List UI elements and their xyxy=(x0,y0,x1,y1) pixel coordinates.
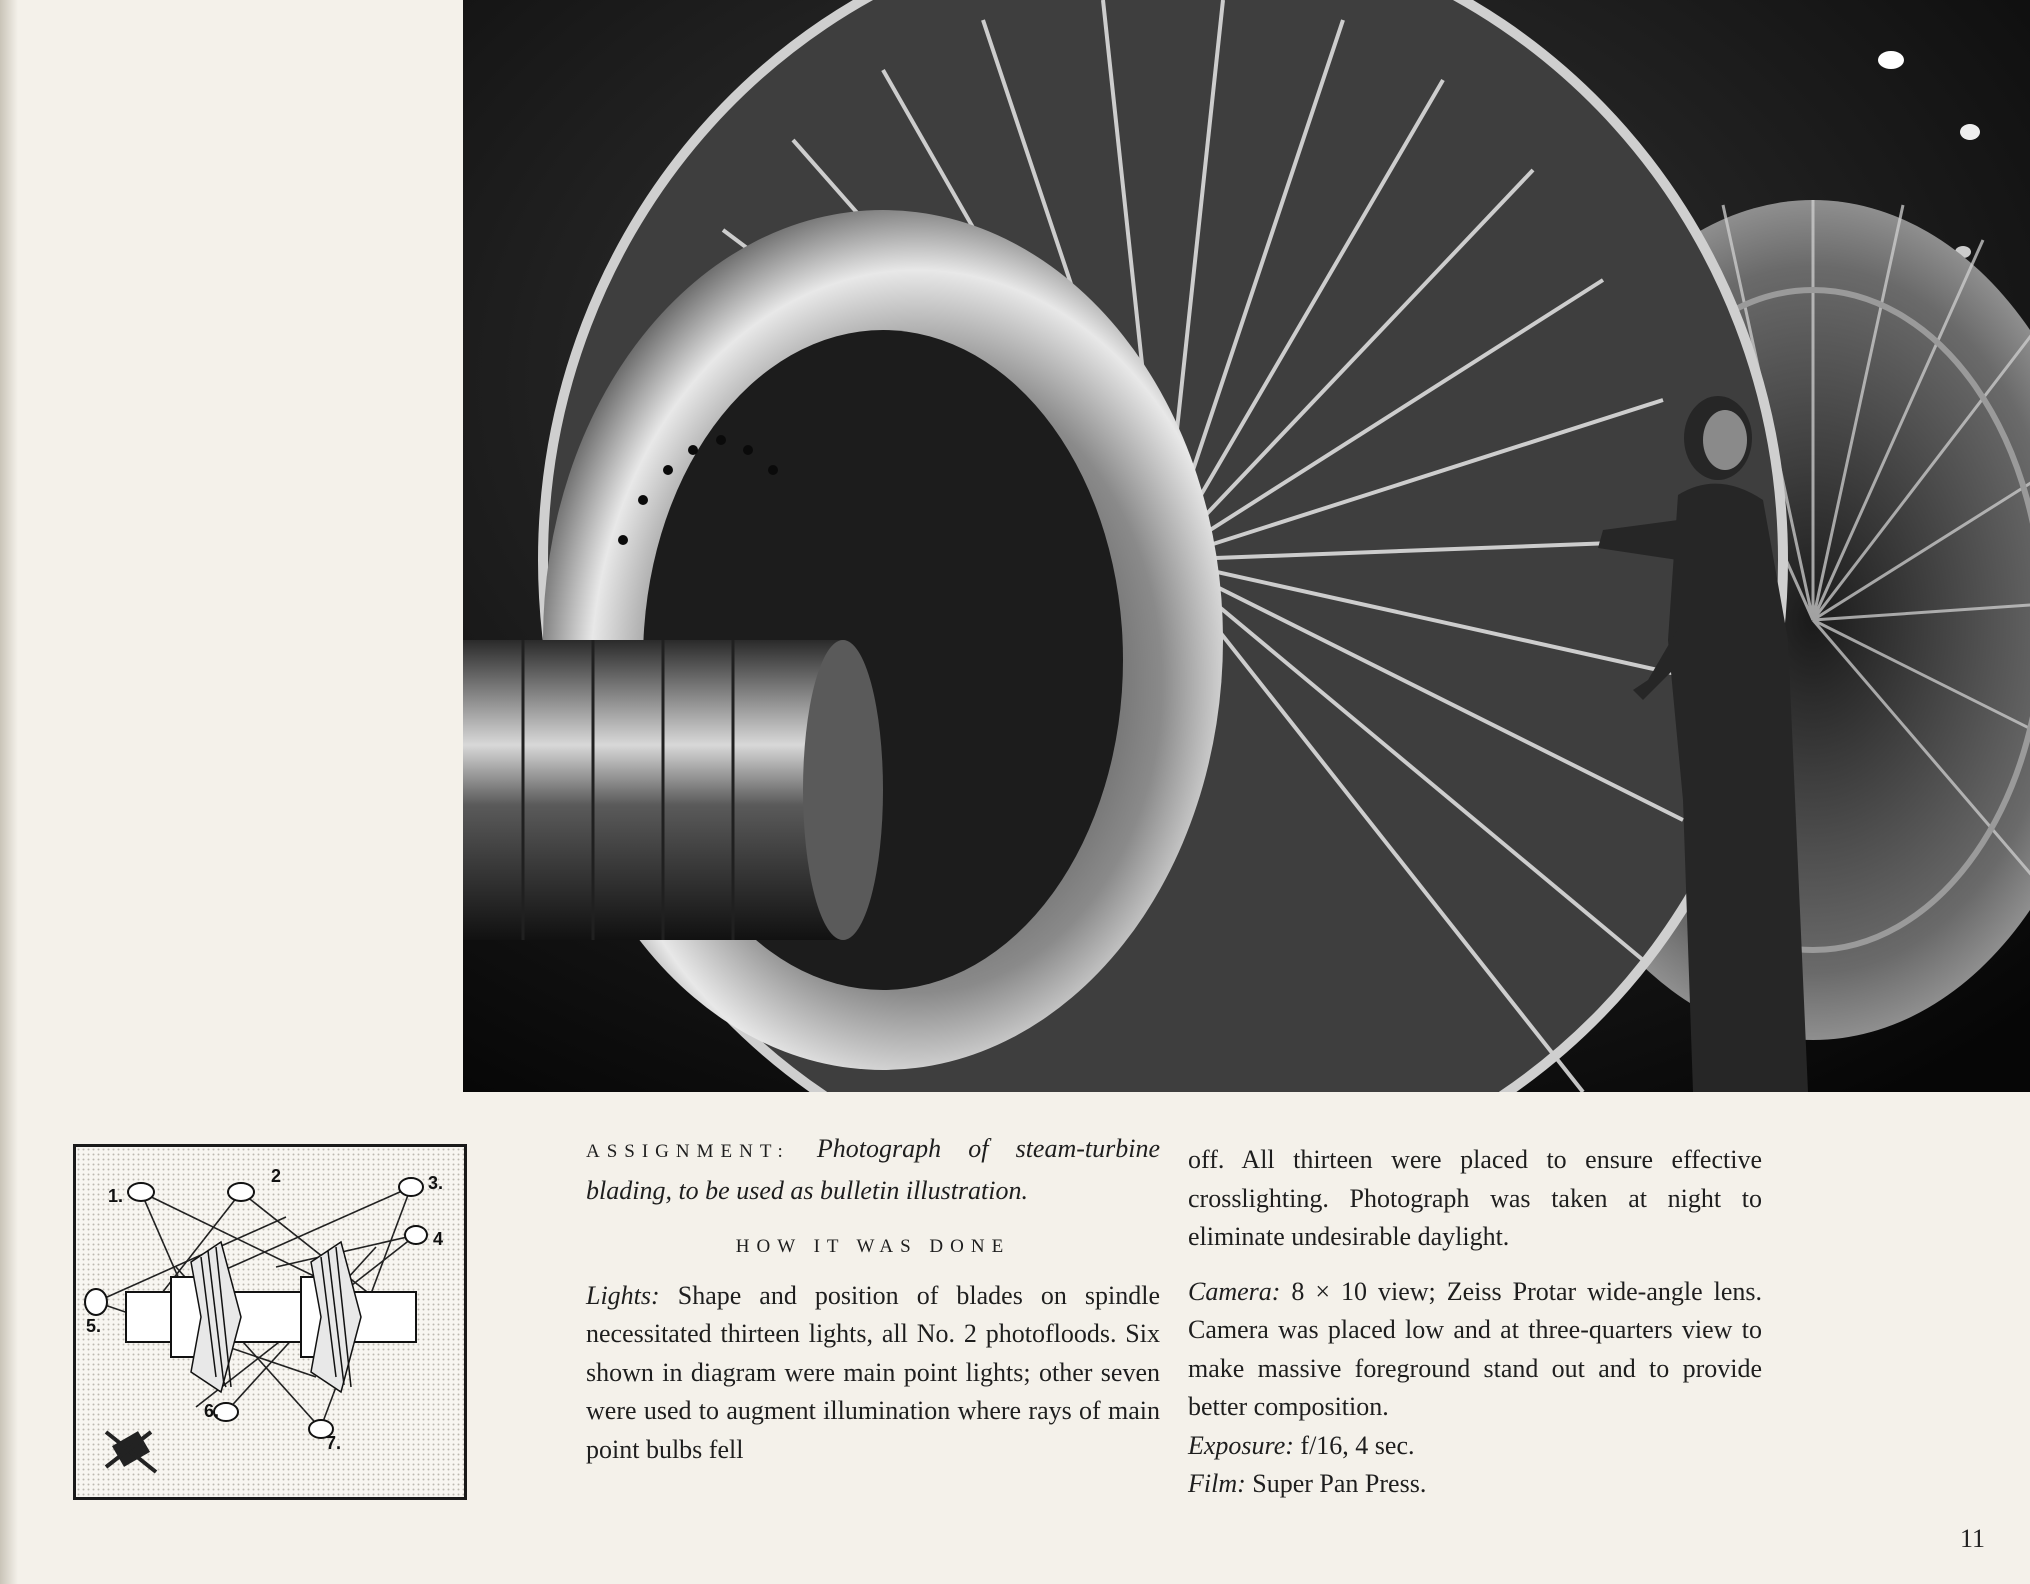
lights-label: Lights: xyxy=(586,1280,660,1310)
exposure-label: Exposure: xyxy=(1188,1430,1294,1460)
diagram-label-3: 3. xyxy=(428,1173,444,1193)
lights-paragraph-continued: off. All thirteen were placed to ensure effective crosslighting. Photograph was taken at night to eliminate undesirable daylight. xyxy=(1188,1145,1762,1251)
assignment-label: ASSIGNMENT: xyxy=(586,1141,790,1162)
diagram-label-5: 5. xyxy=(86,1316,102,1336)
exposure-text: f/16, 4 sec. xyxy=(1300,1430,1415,1460)
how-it-was-done-heading: HOW IT WAS DONE xyxy=(735,1236,1011,1257)
film-paragraph xyxy=(1188,1465,1762,1504)
lighting-diagram xyxy=(73,1144,467,1500)
lights-text: Shape and position of blades on spindle necessitated thirteen lights, all No. 2 photofloods. Six shown in diagram were main point lights; other seven were used to augment illumination where rays of main point bulbs fell xyxy=(586,1280,1161,1464)
diagram-label-7: 7. xyxy=(326,1433,342,1453)
diagram-label-6: 6. xyxy=(204,1401,220,1421)
camera-paragraph xyxy=(1188,1273,1762,1427)
page-gutter-shadow xyxy=(0,0,18,1584)
exposure-paragraph xyxy=(1188,1427,1762,1466)
turbine-photo xyxy=(463,0,2030,1092)
assignment-paragraph xyxy=(586,1130,1160,1210)
film-label: Film: xyxy=(1188,1469,1246,1498)
diagram-label-4: 4 xyxy=(433,1229,444,1249)
camera-text: 8 × 10 view; Zeiss Protar wide-angle lens. Camera was placed low and at three-quarters view to make massive foreground stand out and to provide better composition. xyxy=(1188,1276,1763,1421)
page-number: 11 xyxy=(1960,1524,1986,1553)
caption-column-right xyxy=(1188,1141,1762,1504)
lights-paragraph xyxy=(586,1277,1160,1470)
diagram-label-2: 2 xyxy=(271,1166,282,1186)
camera-label: Camera: xyxy=(1188,1276,1281,1306)
caption-column-left xyxy=(586,1130,1160,1469)
diagram-label-1: 1. xyxy=(108,1186,124,1206)
assignment-text: Photograph of steam-turbine blading, to be used as bulletin illustration. xyxy=(586,1134,1160,1205)
film-text: Super Pan Press. xyxy=(1252,1469,1427,1498)
